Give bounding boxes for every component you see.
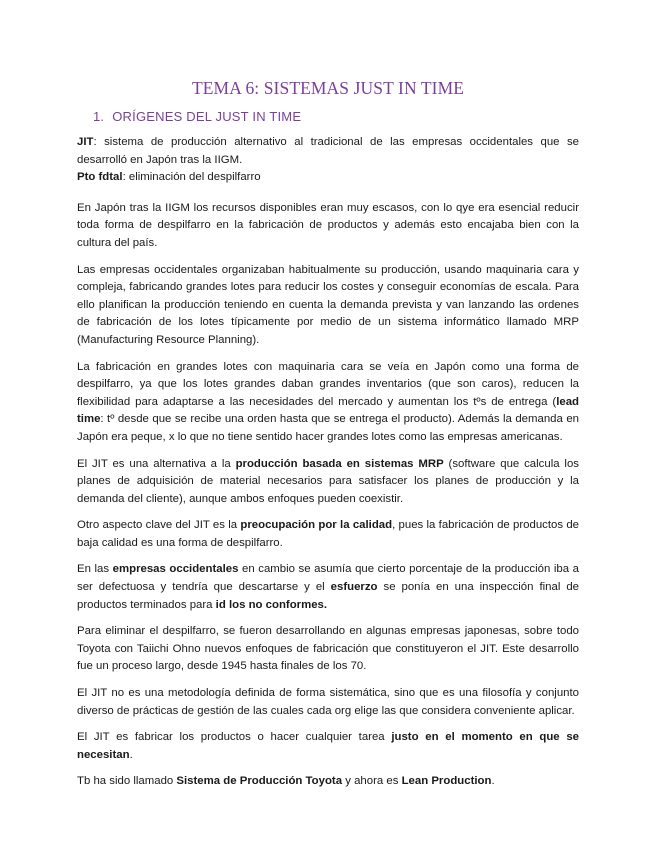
section-number: 1.: [93, 109, 105, 124]
bold-term: empresas occidentales: [112, 563, 239, 576]
text-run: El JIT no es una metodología definida de forma sistemática, sino que es una filosofía y conjunto diverso de prácticas de gestión de las cuales cada org elige las que considera conveniente aplicar.: [77, 687, 579, 717]
text-run: El JIT es fabricar los productos o hacer cualquier tarea: [77, 731, 392, 744]
paragraph-jit-meaning: [77, 729, 579, 764]
text-run: Para eliminar el despilfarro, se fueron desarrollando en algunas empresas japonesas, sobre todo Toyota con Taiichi Ohno nuevos enfoques de fabricación que constituyeron el JIT. Este desarrollo fue un proceso largo, desde 1945 hasta finales de los 70.: [77, 625, 579, 673]
text-run: : tº desde que se recibe una orden hasta que se entrega el producto). Además la demanda en Japón era peque, x lo que no tiene sentido hacer grandes lotes como las empresas americanas.: [77, 413, 579, 443]
bold-term: id los no conformes.: [215, 598, 328, 611]
paragraph-japan-context: [77, 200, 579, 253]
bold-term: lead time: [77, 395, 579, 426]
bold-term: Lean Production: [401, 775, 492, 788]
text-run: En las: [77, 563, 113, 576]
paragraph-western-inspection: [77, 561, 579, 614]
paragraph-mrp-alternative: [77, 456, 579, 509]
text-run: (software que calcula los planes de adquisición de material necesarios para satisfacer los planes de producción y la demanda del cliente), aunque ambos enfoques pueden coexistir.: [77, 457, 579, 505]
text-run: En Japón tras la IIGM los recursos disponibles eran muy escasos, con lo qye era esencial reducir toda forma de despilfarro en la fabricación de productos y además esto encajaba bien con la cultura del país.: [77, 201, 579, 249]
text-run: y ahora es: [342, 775, 402, 788]
section-heading: [93, 109, 579, 124]
bold-term: justo en el momento en que se necesitan: [77, 731, 580, 761]
paragraph-philosophy: [77, 685, 579, 720]
text-run: .: [491, 775, 495, 788]
paragraph-quality: [77, 517, 579, 552]
text-run: se ponía en una inspección final de productos terminados para: [77, 581, 580, 611]
paragraph-toyota-history: [77, 623, 579, 676]
bold-term: Sistema de Producción Toyota: [176, 775, 343, 788]
text-run: : eliminación del despilfarro: [122, 171, 261, 184]
bold-term: preocupación por la calidad: [240, 519, 393, 532]
text-run: La fabricación en grandes lotes con maquinaria cara se veía en Japón como una forma de despilfarro, ya que los lotes grandes daban grandes inventarios (que son caros), reducen la flexibilidad para adaptarse a las necesidades del mercado y aumentan los tºs de entrega (: [77, 360, 579, 408]
document-title: TEMA 6: SISTEMAS JUST IN TIME: [191, 78, 465, 98]
bold-term: JIT: [77, 136, 94, 148]
paragraph-key-point: [77, 169, 579, 187]
section-label: ORÍGENES DEL JUST IN TIME: [112, 109, 302, 124]
text-run: , pues la fabricación de productos de baja calidad es una forma de despilfarro.: [77, 519, 580, 549]
text-run: .: [129, 748, 133, 761]
bold-term: producción basada en sistemas MRP: [235, 457, 444, 470]
paragraph-other-names: [77, 773, 579, 791]
paragraph-large-batches: [77, 359, 579, 447]
text-run: en cambio se asumía que cierto porcentaje de la producción iba a ser defectuosa y tendría que descartarse y el: [77, 563, 579, 594]
text-run: El JIT es una alternativa a la: [77, 457, 236, 470]
text-run: Tb ha sido llamado: [77, 775, 177, 788]
bold-term: esfuerzo: [330, 581, 378, 594]
paragraph-western-companies: [77, 262, 579, 350]
text-run: Otro aspecto clave del JIT es la: [77, 519, 241, 532]
text-run: : sistema de producción alternativo al tradicional de las empresas occidentales que se desarrolló en Japón tras la IIGM.: [77, 136, 579, 166]
bold-term: Pto fdtal: [77, 171, 123, 184]
paragraph-jit-definition: [77, 134, 579, 169]
text-run: Las empresas occidentales organizaban habitualmente su producción, usando maquinaria cara y compleja, fabricando grandes lotes para reducir los costes y conseguir economías de escala. Para ello planifican la producción teniendo en cuenta la demanda prevista y van lanzando las ordenes de fabricación de los lotes típicamente por medio de un sistema informático llamado MRP (Manufacturing Resource Planning).: [77, 263, 579, 346]
